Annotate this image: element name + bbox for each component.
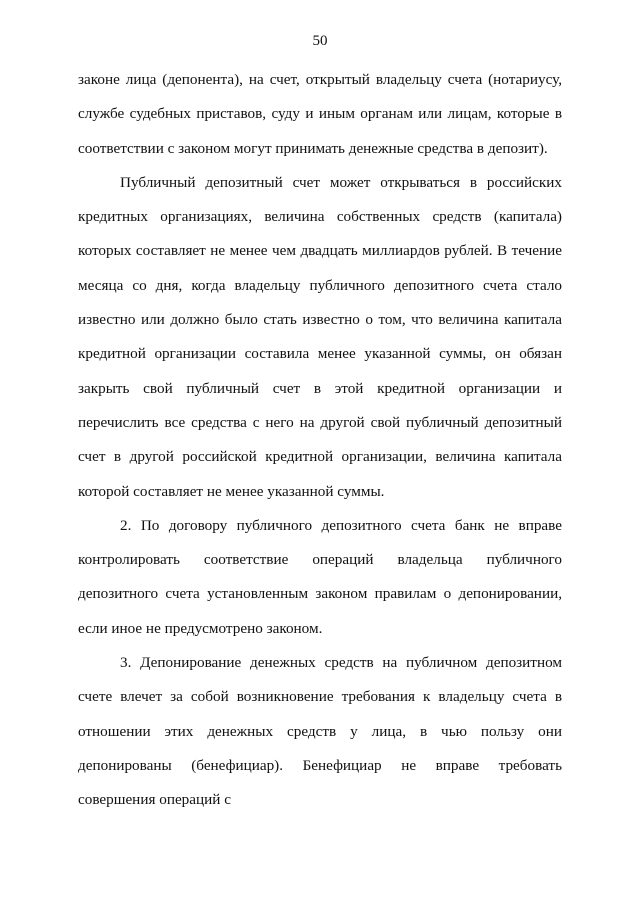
document-body [78,63,562,818]
paragraph-1: законе лица (депонента), на счет, открытый владельцу счета (нотариусу, службе судебных приставов, суду и иным органам или лицам, которые в соответствии с законом могут принимать денежные средства в депозит). [78,71,562,157]
page-number: 50 [312,33,328,49]
paragraph-4: 3. Депонирование денежных средств на публичном депозитном счете влечет за собой возникновение требования к владельцу счета в отношении этих денежных средств у лица, в чью пользу они депонированы (бенефициар). Бенефициар не вправе требовать совершения операций с [78,654,562,809]
paragraph-2: Публичный депозитный счет может открываться в российских кредитных организациях, величина собственных средств (капитала) которых составляет не менее чем двадцать миллиардов рублей. В течение месяца со дня, когда владельцу публичного депозитного счета стало известно или должно было стать известно о том, что величина капитала кредитной организации составила менее указанной суммы, он обязан закрыть свой публичный счет в этой кредитной организации и перечислить все средства с него на другой свой публичный депозитный счет в другой российской кредитной организации, величина капитала которой составляет не менее указанной суммы. [78,173,562,500]
paragraph-3: 2. По договору публичного депозитного счета банк не вправе контролировать соответствие операций владельца публичного депозитного счета установленным законом правилам о депонировании, если иное не предусмотрено законом. [78,516,562,637]
